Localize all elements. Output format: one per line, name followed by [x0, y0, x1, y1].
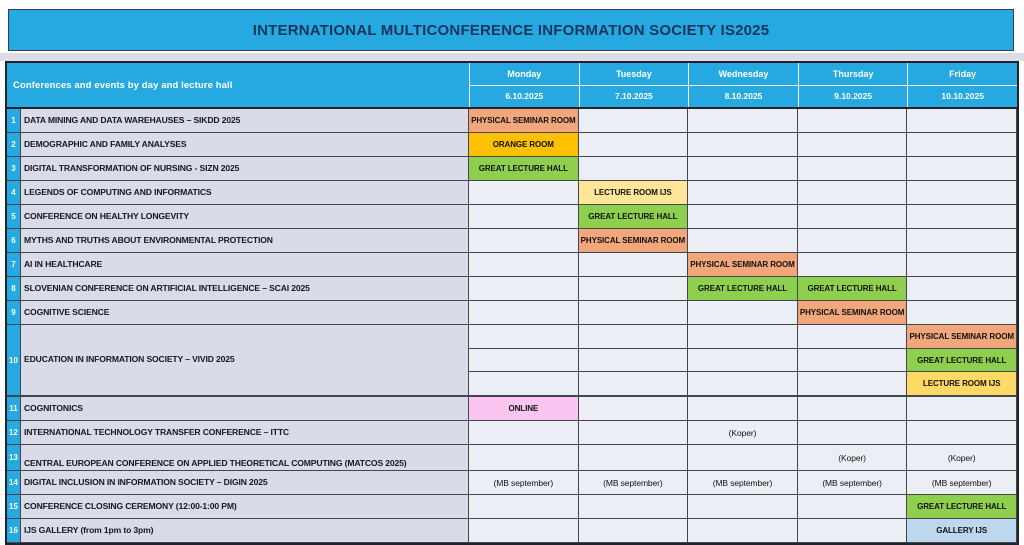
venue-note: (MB september) — [822, 477, 882, 488]
conference-label: MYTHS AND TRUTHS ABOUT ENVIRONMENTAL PROTECTION — [24, 234, 273, 245]
room-cell — [688, 277, 798, 301]
day-cell-stack — [688, 325, 798, 397]
empty-cell — [907, 133, 1017, 157]
room-label: GREAT LECTURE HALL — [588, 212, 678, 221]
empty-cell — [688, 397, 798, 421]
empty-cell — [798, 109, 908, 133]
empty-cell — [907, 277, 1017, 301]
venue-note: (Koper) — [947, 452, 976, 463]
venue-note: (Koper) — [838, 452, 866, 463]
room-label: GREAT LECTURE HALL — [697, 284, 788, 293]
empty-cell — [798, 229, 908, 253]
conference-label-cell — [21, 421, 469, 445]
empty-cell — [688, 519, 798, 543]
schedule-row — [7, 109, 1017, 133]
empty-cell — [579, 253, 689, 277]
corner-header-label: Conferences and events by day and lecture hall — [13, 79, 233, 91]
conference-label: DEMOGRAPHIC AND FAMILY ANALYSES — [24, 138, 187, 149]
empty-cell — [469, 277, 579, 301]
venue-note-cell — [688, 421, 798, 445]
day-cell-stack — [469, 325, 579, 397]
venue-note-cell — [688, 471, 798, 495]
conference-label-cell — [21, 181, 469, 205]
conference-label-cell — [21, 325, 469, 397]
row-number: 6 — [7, 229, 21, 253]
empty-cell — [688, 133, 798, 157]
day-name: Wednesday — [689, 63, 798, 86]
empty-cell — [907, 421, 1017, 445]
empty-cell — [907, 229, 1017, 253]
day-name: Thursday — [799, 63, 908, 86]
schedule-row — [7, 181, 1017, 205]
schedule-row — [7, 495, 1017, 519]
room-label: GREAT LECTURE HALL — [807, 284, 897, 293]
empty-cell — [469, 205, 579, 229]
empty-cell — [579, 397, 689, 421]
day-column-header-monday — [469, 63, 579, 107]
schedule-table — [5, 61, 1019, 545]
conference-label-cell — [21, 277, 469, 301]
corner-header-cell — [7, 63, 469, 107]
conference-label-cell — [21, 445, 469, 471]
row-number: 10 — [7, 325, 21, 397]
row-number: 11 — [7, 397, 21, 421]
day-name: Tuesday — [580, 63, 689, 86]
venue-note-cell — [907, 445, 1017, 471]
day-column-header-thursday — [798, 63, 908, 107]
empty-cell — [469, 181, 579, 205]
row-number: 16 — [7, 519, 21, 543]
row-number: 5 — [7, 205, 21, 229]
room-cell — [907, 495, 1017, 519]
empty-cell — [688, 157, 798, 181]
empty-cell — [579, 277, 689, 301]
schedule-row — [7, 519, 1017, 543]
empty-cell — [469, 519, 579, 543]
empty-cell — [688, 181, 798, 205]
empty-cell — [469, 253, 579, 277]
venue-note-cell — [798, 445, 908, 471]
room-label: PHYSICAL SEMINAR ROOM — [580, 236, 686, 245]
row-number: 3 — [7, 157, 21, 181]
venue-note: (MB september) — [603, 477, 663, 488]
venue-note: (Koper) — [728, 427, 757, 438]
room-label: GREAT LECTURE HALL — [917, 355, 1007, 365]
empty-cell — [688, 205, 798, 229]
row-number: 4 — [7, 181, 21, 205]
empty-cell — [469, 229, 579, 253]
divider-strip — [0, 53, 1024, 61]
row-number: 8 — [7, 277, 21, 301]
empty-cell — [798, 157, 908, 181]
title-bar — [8, 9, 1014, 51]
row-number: 15 — [7, 495, 21, 519]
empty-cell — [688, 348, 797, 372]
table-header-row — [7, 63, 1017, 109]
conference-label: CONFERENCE ON HEALTHY LONGEVITY — [24, 210, 190, 221]
empty-cell — [798, 325, 907, 348]
empty-cell — [579, 133, 689, 157]
empty-cell — [579, 371, 688, 395]
day-cell-stack — [907, 325, 1017, 397]
empty-cell — [907, 205, 1017, 229]
row-number: 14 — [7, 471, 21, 495]
conference-label: COGNITIVE SCIENCE — [24, 306, 110, 317]
day-cell-stack — [579, 325, 689, 397]
room-cell — [469, 157, 579, 181]
room-label: LECTURE ROOM IJS — [922, 379, 1001, 389]
empty-cell — [469, 325, 578, 348]
venue-note-cell — [579, 471, 689, 495]
room-cell — [907, 325, 1016, 348]
empty-cell — [798, 397, 908, 421]
day-date: 7.10.2025 — [614, 91, 653, 102]
day-column-header-tuesday — [579, 63, 689, 107]
room-cell — [907, 371, 1016, 395]
schedule-row — [7, 445, 1017, 471]
day-date: 9.10.2025 — [834, 91, 872, 102]
conference-label-cell — [21, 133, 469, 157]
room-label: GREAT LECTURE HALL — [917, 502, 1007, 511]
room-cell — [579, 181, 689, 205]
room-label: GREAT LECTURE HALL — [478, 164, 568, 173]
schedule-row — [7, 325, 1017, 397]
empty-cell — [798, 371, 907, 395]
conference-label-cell — [21, 205, 469, 229]
schedule-row — [7, 471, 1017, 495]
conference-label-cell — [21, 519, 469, 543]
conference-label-cell — [21, 109, 469, 133]
venue-note-cell — [798, 471, 908, 495]
empty-cell — [907, 301, 1017, 325]
room-label: ONLINE — [508, 404, 539, 413]
row-number: 13 — [7, 445, 21, 471]
room-cell — [798, 277, 908, 301]
empty-cell — [907, 397, 1017, 421]
empty-cell — [798, 495, 908, 519]
empty-cell — [579, 325, 688, 348]
empty-cell — [579, 157, 689, 181]
room-cell — [907, 519, 1017, 543]
empty-cell — [688, 109, 798, 133]
day-cell-stack — [798, 325, 908, 397]
empty-cell — [579, 519, 689, 543]
empty-cell — [798, 205, 908, 229]
empty-cell — [688, 229, 798, 253]
venue-note: (MB september) — [712, 477, 773, 488]
schedule-row — [7, 157, 1017, 181]
empty-cell — [688, 495, 798, 519]
day-column-header-friday — [907, 63, 1017, 107]
room-label: PHYSICAL SEMINAR ROOM — [909, 331, 1014, 341]
schedule-row — [7, 277, 1017, 301]
row-number: 1 — [7, 109, 21, 133]
room-label: ORANGE ROOM — [492, 140, 554, 149]
conference-label: SLOVENIAN CONFERENCE ON ARTIFICIAL INTELLIGENCE – SCAI 2025 — [24, 282, 310, 293]
room-cell — [907, 348, 1016, 372]
schedule-row — [7, 301, 1017, 325]
empty-cell — [469, 348, 578, 372]
conference-label: DIGITAL TRANSFORMATION OF NURSING - SIZN 2025 — [24, 162, 240, 173]
schedule-row — [7, 421, 1017, 445]
row-number: 12 — [7, 421, 21, 445]
conference-label: CONFERENCE CLOSING CEREMONY (12:00-1:00 PM) — [24, 500, 237, 511]
conference-label: DIGITAL INCLUSION IN INFORMATION SOCIETY – DIGIN 2025 — [24, 476, 268, 487]
empty-cell — [469, 421, 579, 445]
conference-label-cell — [21, 301, 469, 325]
room-label: PHYSICAL SEMINAR ROOM — [690, 260, 795, 269]
empty-cell — [907, 109, 1017, 133]
conference-label: IJS GALLERY (from 1pm to 3pm) — [24, 524, 154, 535]
day-date: 10.10.2025 — [941, 91, 984, 102]
room-label: PHYSICAL SEMINAR ROOM — [799, 308, 905, 317]
schedule-row — [7, 229, 1017, 253]
conference-label-cell — [21, 397, 469, 421]
conference-label: EDUCATION IN INFORMATION SOCIETY – VIVID 2025 — [24, 354, 235, 365]
conference-label-cell — [21, 471, 469, 495]
empty-cell — [798, 348, 907, 372]
conference-label: LEGENDS OF COMPUTING AND INFORMATICS — [24, 186, 212, 197]
conference-label: INTERNATIONAL TECHNOLOGY TRANSFER CONFERENCE – ITTC — [24, 426, 289, 437]
page-title: INTERNATIONAL MULTICONFERENCE INFORMATION SOCIETY IS2025 — [252, 21, 770, 39]
day-date: 6.10.2025 — [505, 91, 544, 102]
schedule-row — [7, 253, 1017, 277]
empty-cell — [579, 109, 689, 133]
room-cell — [469, 397, 579, 421]
row-number: 2 — [7, 133, 21, 157]
day-column-header-wednesday — [688, 63, 798, 107]
room-cell — [469, 133, 579, 157]
day-date: 8.10.2025 — [724, 91, 763, 102]
row-number: 7 — [7, 253, 21, 277]
table-body — [7, 109, 1017, 543]
empty-cell — [469, 495, 579, 519]
room-cell — [579, 229, 689, 253]
empty-cell — [579, 421, 689, 445]
room-cell — [688, 253, 798, 277]
schedule-row — [7, 397, 1017, 421]
empty-cell — [688, 301, 798, 325]
empty-cell — [798, 421, 908, 445]
room-label: LECTURE ROOM IJS — [594, 188, 672, 197]
venue-note: (MB september) — [931, 477, 992, 488]
empty-cell — [907, 253, 1017, 277]
conference-label-cell — [21, 253, 469, 277]
venue-note-cell — [907, 471, 1017, 495]
conference-label-cell — [21, 229, 469, 253]
conference-label-cell — [21, 157, 469, 181]
room-cell — [798, 301, 908, 325]
empty-cell — [579, 445, 689, 471]
empty-cell — [579, 495, 689, 519]
empty-cell — [469, 301, 579, 325]
empty-cell — [579, 348, 688, 372]
room-cell — [579, 205, 689, 229]
empty-cell — [579, 301, 689, 325]
empty-cell — [469, 445, 579, 471]
room-label: PHYSICAL SEMINAR ROOM — [471, 116, 576, 125]
empty-cell — [798, 181, 908, 205]
room-cell — [469, 109, 579, 133]
empty-cell — [688, 371, 797, 395]
conference-label-cell — [21, 495, 469, 519]
schedule-row — [7, 133, 1017, 157]
venue-note: (MB september) — [493, 477, 554, 488]
empty-cell — [798, 133, 908, 157]
conference-label: DATA MINING AND DATA WAREHAUSES – SIKDD 2025 — [24, 114, 241, 125]
day-name: Friday — [908, 63, 1017, 86]
schedule-row — [7, 205, 1017, 229]
row-number: 9 — [7, 301, 21, 325]
empty-cell — [907, 181, 1017, 205]
empty-cell — [907, 157, 1017, 181]
empty-cell — [688, 445, 798, 471]
empty-cell — [469, 371, 578, 395]
empty-cell — [688, 325, 797, 348]
conference-label: AI IN HEALTHCARE — [24, 258, 103, 269]
empty-cell — [798, 519, 908, 543]
day-name: Monday — [470, 63, 579, 86]
empty-cell — [798, 253, 908, 277]
venue-note-cell — [469, 471, 579, 495]
room-label: GALLERY IJS — [936, 526, 988, 535]
conference-label: CENTRAL EUROPEAN CONFERENCE ON APPLIED THEORETICAL COMPUTING (MATCOS 2025) — [24, 457, 407, 468]
conference-label: COGNITONICS — [24, 402, 83, 413]
